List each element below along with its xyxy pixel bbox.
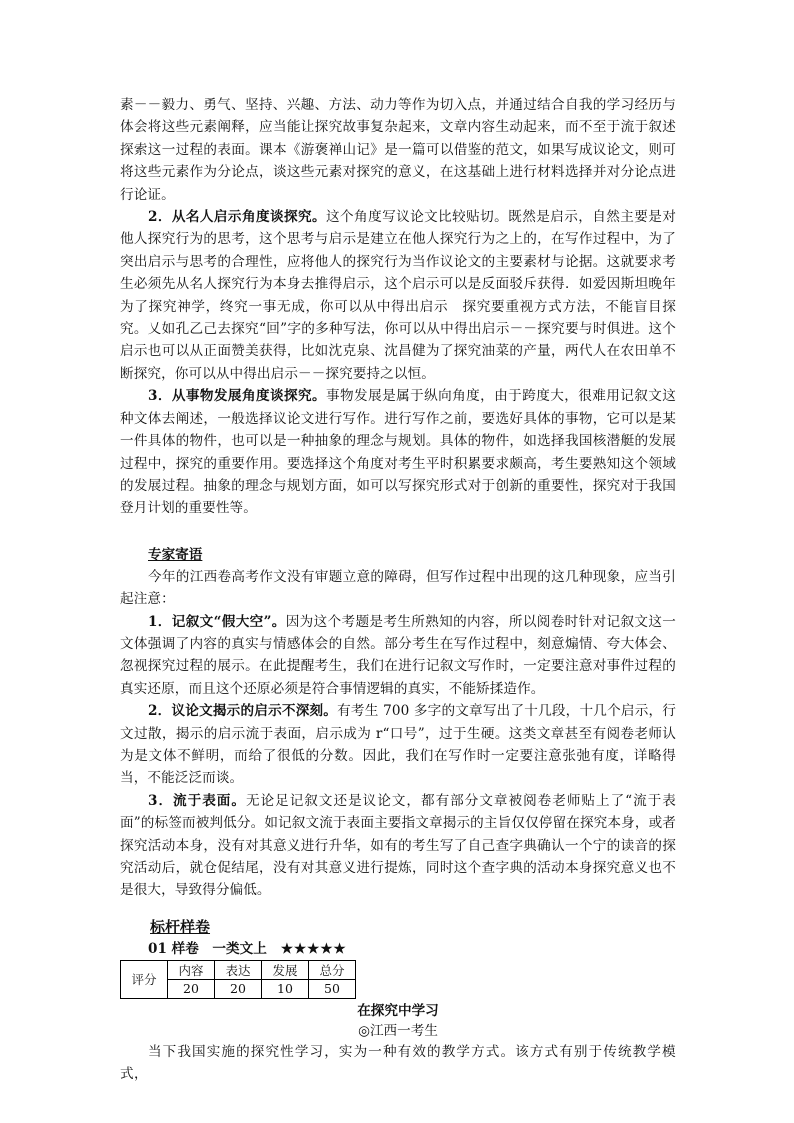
expert-item-1-heading: 1．记叙文“假大空”。 [148,613,286,630]
spacer [120,520,676,532]
table-row [121,960,356,979]
score-header-content: 内容 [168,960,215,979]
score-table [120,960,356,999]
score-value-development: 10 [262,979,309,998]
essay-title: 在探究中学习 [357,1002,439,1019]
expert-item-3-heading: 3．流于表面。 [148,792,246,809]
sample-label-line [148,940,676,958]
score-header-expression: 表达 [215,960,262,979]
paragraph-continued: 素－－毅力、勇气、坚持、兴趣、方法、动力等作为切入点，并通过结合自我的学习经历与体会将这些元素阐释，应当能让探究故事复杂起来，文章内容生动起来，而不至于流于叙述探索这一过程的表面。课本《游褒禅山记》是一篇可以借鉴的范文，如果写成议论文，则可将这些元素作为分论点，谈这些元素对探究的意义，在这基础上进行材料选择并对分论点进行论证。 [120,97,676,203]
expert-item-2-text: 有考生 700 多字的文章写出了十几段，十几个启示，行文过散，揭示的启示流于表面，启示成为 r“口号”，过于生硬。这类文章甚至有阅卷老师认为是文体不鲜明，而给了很低的分数。因此，我们在写作时一定要注意张弛有度，详略得当，不能泛泛而谈。 [120,703,676,787]
document-page [120,94,676,1085]
rating-stars: ★★★★★ [280,940,347,957]
score-row-label: 评分 [121,960,168,998]
score-header-development: 发展 [262,960,309,979]
expert-item-1-text: 因为这个考题是考生所熟知的内容，所以阅卷时针对记叙文这一文体强调了内容的真实与情感体会的自然。部分考生在写作过程中，刻意煽情、夸大体会、忽视探究过程的展示。在此提醒考生，我们在进行记叙文写作时，一定要注意对事件过程的真实还原，而且这个还原必须是符合事情逻辑的真实，不能矫揉造作。 [120,613,676,697]
score-value-total: 50 [309,979,356,998]
expert-intro: 今年的江西卷高考作文没有审题立意的障碍，但写作过程中出现的这几种现象，应当引起注意： [120,568,676,608]
expert-section-title: 专家寄语 [148,546,203,563]
sample-label: 01 样卷 一类文上 [148,940,267,957]
point-2-text: 这个角度写议论文比较贴切。既然是启示，自然主要是对他人探究行为的思考，这个思考与启示是建立在他人探究行为之上的，在写作过程中，为了突出启示与思考的合理性，应将他人的探究行为当作议论文的主要素材与论据。这就要求考生必须先从名人探究行为本身去推得启示，这个启示可以是反面驳斥获得．如爱因斯坦晚年为了探究神学，终究一事无成，你可以从中得出启示 探究要重视方式方法，不能盲目探究。乂如孔乙己去探究“回”字的多种写法，你可以从中得出启示－－探究要与时俱进。这个启示也可以从正面赞美获得，比如沈克泉、沈昌健为了探究油菜的产量，两代人在农田单不断探究，你可以从中得出启示－－探究要持之以恒。 [120,209,677,382]
expert-item-3-text: 无论足记叙文还是议论文，都有部分文章被阅卷老师贴上了“流于表面”的标签而被判低分。如记叙文流于表面主要指文章揭示的主旨仅仅停留在探究本身，或者探究活动本身，没有对其意义进行升华，如有的考生写了自己查字典确认一个宁的读音的探究活动后，就仓促结尾，没有对其意义进行提炼，同时这个查字典的活动本身探究意义也不是很大，导致得分偏低。 [120,792,676,899]
expert-item-3 [120,790,676,902]
essay-first-line: 当下我国实施的探究性学习，实为一种有效的教学方式。该方式有别于传统教学模式， [120,1043,676,1082]
essay-author: ◎江西一考生 [358,1022,438,1039]
score-value-expression: 20 [215,979,262,998]
point-3-heading: 3．从事物发展角度谈探究。 [148,388,327,405]
point-3-text: 事物发展是属于纵向角度，由于跨度大，很难用记叙文这种文体去阐述，一般选择议论文进行写作。进行写作之前，要选好具体的事物，它可以是某一件具体的物件，也可以是一种抽象的理念与规划。具体的物件，如选择我国核潜艇的发展过程中，探究的重要作用。要选择这个角度对考生平时积累要求颇高，考生要熟知这个领域的发展过程。抽象的理念与规划方面，如可以写探究形式对于创新的重要性，探究对于我国登月计划的重要性等。 [120,388,677,517]
point-2-heading: 2．从名人启示角度谈探究。 [148,209,327,226]
expert-item-1 [120,611,676,701]
point-2-paragraph [120,206,676,385]
score-value-content: 20 [168,979,215,998]
expert-item-2 [120,700,676,790]
score-header-total: 总分 [309,960,356,979]
model-section-title: 标杆样卷 [150,917,211,936]
expert-item-2-heading: 2．议论文揭示的启示不深刻。 [148,703,338,720]
point-3-paragraph [120,385,676,519]
